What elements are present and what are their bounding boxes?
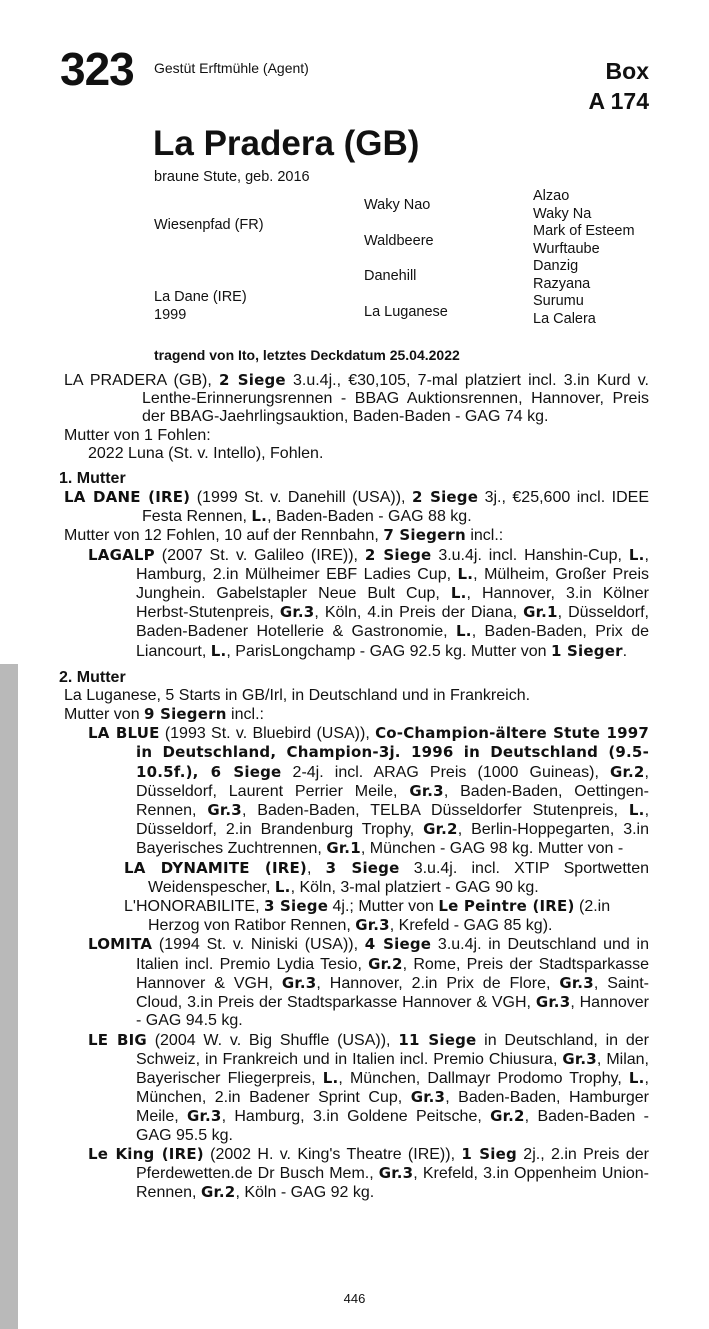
pedigree-ggp: Waky Na: [533, 205, 592, 222]
group-badge: Gr.3: [281, 973, 317, 992]
text: , Hannover - GAG 94.5 kg.: [136, 994, 650, 1030]
offspring-honorabilite: [124, 897, 649, 935]
pedigree-ggp: La Calera: [533, 310, 596, 327]
offspring-le-king: [88, 1145, 649, 1203]
box-number: A 174: [588, 88, 649, 114]
offspring-la-blue: [88, 724, 649, 858]
offspring-la-dynamite: [124, 859, 649, 897]
wins: 11 Siege: [398, 1030, 477, 1049]
text: 3j., €25,600 incl. IDEE Festa Rennen,: [142, 489, 649, 526]
text: (1994 St. v. Niniski (USA)),: [152, 936, 365, 954]
text: ,: [306, 859, 326, 877]
text: incl.:: [465, 527, 504, 545]
text: (1993 St. v. Bluebird (USA)),: [159, 725, 376, 743]
first-dam-name: LA DANE (IRE): [64, 488, 191, 507]
catalogue-body: [59, 371, 650, 1202]
text: , Baden-Baden, Prix de Liancourt,: [136, 623, 650, 660]
text: (2007 St. v. Galileo (IRE)),: [154, 546, 365, 564]
text: , Baden-Baden, TELBA Düsseldorfer Stutenpreis,: [241, 802, 629, 820]
group-badge: Gr.2: [490, 1107, 525, 1126]
text: , Mülheim, Großer Preis Junghein. Gabelstapler Neue Bult Cup,: [136, 565, 650, 603]
text: , Milan, Bayerischer Fliegerpreis,: [136, 1050, 649, 1087]
text: , Düsseldorf, 2.in Brandenburg Trophy,: [136, 802, 650, 839]
winners-count: 1 Sieger: [550, 641, 623, 660]
offspring-lomita: [88, 935, 649, 1030]
text: , Köln, 3-mal platziert - GAG 90 kg.: [290, 878, 539, 896]
text: , Baden-Baden, Hamburger Meile,: [136, 1089, 649, 1126]
offspring-name: LA DYNAMITE (IRE): [124, 858, 307, 877]
text: 3.u.4j. incl. XTIP Sportwetten Weidenspescher,: [148, 859, 649, 896]
offspring-name: LOMITA: [88, 935, 153, 954]
group-badge: Gr.3: [355, 916, 390, 935]
text: , Köln - GAG 92 kg.: [235, 1184, 375, 1202]
text: , Hannover, 2.in Prix de Flore,: [316, 974, 560, 992]
page-side-tab: [0, 664, 18, 1329]
group-badge: Gr.3: [409, 781, 444, 800]
listed-badge: L.: [210, 641, 227, 660]
pedigree-dam-name: La Dane (IRE): [154, 289, 247, 305]
text: .: [622, 642, 628, 660]
pedigree-ggp: Wurftaube: [533, 240, 600, 257]
wins: 3 Siege: [325, 858, 400, 877]
text: Mutter von: [64, 706, 145, 724]
group-badge: Gr.3: [562, 1049, 597, 1068]
wins: 2 Siege: [364, 545, 432, 564]
listed-badge: L.: [450, 584, 467, 603]
text: (2002 H. v. King's Theatre (IRE)),: [203, 1145, 462, 1163]
text: , Hamburg, 2.in Mülheimer EBF Ladies Cup,: [136, 546, 649, 583]
second-dam-mother-of: [64, 705, 649, 724]
text: in Deutschland, in der Schweiz, in Frankreich und in Italien incl. Premio Chiusura,: [136, 1031, 649, 1068]
text: , Hamburg, 3.in Goldene Peitsche,: [221, 1108, 491, 1126]
wins: 4 Siege: [364, 935, 432, 954]
text: , Baden-Baden, Oettingen-Rennen,: [136, 782, 650, 820]
text: (1999 St. v. Danehill (USA)),: [190, 489, 412, 507]
pedigree-grandparent: La Luganese: [364, 304, 448, 320]
group-badge: Gr.3: [559, 973, 594, 992]
listed-badge: L.: [628, 1068, 645, 1087]
offspring-name: LA BLUE: [88, 724, 160, 743]
pedigree-ggp: Razyana: [533, 275, 591, 292]
listed-badge: L.: [251, 507, 268, 526]
first-dam-mother-of: [64, 526, 649, 545]
group-badge: Gr.3: [187, 1107, 222, 1126]
offspring-lagalp: [88, 546, 649, 661]
text: incl.:: [226, 706, 264, 724]
group-badge: Gr.2: [368, 954, 403, 973]
lot-number: 323: [60, 43, 134, 95]
pedigree-grandparent: Waldbeere: [364, 233, 434, 249]
text: (2.in Herzog von Ratibor Rennen,: [148, 898, 611, 935]
pedigree-dam: [154, 289, 247, 324]
offspring-name: Le Peintre (IRE): [438, 897, 575, 916]
championship: Co-Champion-ältere Stute 1997 in Deutschland, Champion-3j. 1996 in Deutschland (9.5-10.5f.), 6 Siege: [136, 724, 649, 781]
covering-note: tragend von Ito, letztes Deckdatum 25.04.2022: [154, 347, 460, 363]
pedigree-grandparent: Danehill: [364, 268, 417, 284]
listed-badge: L.: [456, 622, 472, 641]
text: 4j.; Mutter von: [328, 898, 439, 916]
first-dam-record: [64, 488, 649, 526]
text: , Saint-Cloud, 3.in Preis der Stadtsparkasse Hannover & VGH,: [136, 974, 649, 1012]
wins: 2 Siege: [411, 488, 479, 507]
consignor: Gestüt Erftmühle (Agent): [154, 60, 309, 76]
text: , Hannover, 3.in Kölner Herbst-Stutenpreis,: [136, 585, 650, 622]
pedigree-ggp: Danzig: [533, 258, 579, 274]
produce-wins: 2 Siege: [218, 371, 286, 389]
text: , Krefeld - GAG 85 kg).: [389, 917, 553, 935]
listed-badge: L.: [628, 801, 645, 820]
pedigree-ggp: Mark of Esteem: [533, 223, 635, 239]
text: , München, Dallmayr Prodomo Trophy,: [338, 1069, 629, 1087]
wins: 3 Siege: [263, 897, 329, 916]
text: , Rome, Preis der Stadtsparkasse Hannover & VGH,: [136, 955, 649, 992]
text: 3.u.4j. in Deutschland und in Italien incl. Premio Lydia Tesio,: [136, 936, 650, 973]
text: , München - GAG 98 kg. Mutter von -: [360, 840, 624, 858]
text: Mutter von 12 Fohlen, 10 auf der Rennbahn,: [64, 527, 384, 545]
pedigree-sire: Wiesenpfad (FR): [154, 217, 264, 233]
produce-name: LA PRADERA (GB),: [64, 372, 219, 389]
offspring-name: LE BIG: [88, 1030, 147, 1049]
offspring-name: Le King (IRE): [88, 1144, 204, 1163]
text: 2j., 2.in Preis der Pferdewetten.de Dr Busch Mem.,: [136, 1145, 650, 1182]
horse-description: braune Stute, geb. 2016: [154, 169, 310, 185]
text: , Köln, 4.in Preis der Diana,: [314, 604, 524, 622]
group-badge: Gr.2: [423, 820, 458, 839]
pedigree-dam-year: 1999: [154, 306, 187, 323]
text: , Baden-Baden - GAG 88 kg.: [267, 508, 472, 526]
group-badge: Gr.3: [410, 1088, 446, 1107]
horse-name: La Pradera (GB): [153, 124, 420, 163]
group-badge: Gr.3: [207, 801, 242, 820]
group-badge: Gr.3: [279, 603, 315, 622]
wins: 1 Sieg: [461, 1144, 517, 1163]
group-badge: Gr.1: [326, 839, 361, 858]
text: , Berlin-Hoppegarten, 3.in Bayerisches Zuchtrennen,: [136, 821, 650, 858]
produce-mother-of: Mutter von 1 Fohlen:: [64, 426, 211, 444]
produce-record: [64, 371, 649, 427]
box-label: Box: [605, 58, 649, 84]
text: , München, 2.in Badener Sprint Cup,: [136, 1069, 649, 1107]
pedigree-great-grandparents: [533, 188, 635, 328]
second-dam-title: 2. Mutter: [59, 668, 126, 686]
offspring-le-big: [88, 1031, 649, 1145]
second-dam-intro: La Luganese, 5 Starts in GB/Irl, in Deutschland und in Frankreich.: [64, 686, 531, 704]
listed-badge: L.: [457, 564, 474, 583]
group-badge: Gr.2: [200, 1183, 236, 1202]
produce-text: 3.u.4j., €30,105, 7-mal platziert incl. 3.in Kurd v. Lenthe-Erinnerungsrennen - BBAG Auktionsrennen, Hannover, Preis der BBAG-Jaehrlingsauktion, Baden-Baden - GAG 74 kg.: [142, 372, 649, 426]
pedigree-ggp: Alzao: [533, 188, 570, 204]
winners-count: 9 Siegern: [144, 705, 227, 724]
group-badge: Gr.1: [523, 603, 558, 622]
text: , Krefeld, 3.in Oppenheim Union-Rennen,: [136, 1164, 649, 1202]
text: , ParisLongchamp - GAG 92.5 kg. Mutter von: [226, 642, 551, 660]
group-badge: Gr.3: [535, 993, 571, 1012]
offspring-name: L'HONORABILITE,: [124, 898, 264, 916]
first-dam-title: 1. Mutter: [59, 470, 126, 488]
offspring-name: LAGALP: [88, 545, 155, 564]
text: , Baden-Baden - GAG 95.5 kg.: [136, 1108, 649, 1144]
page-number: 446: [343, 1291, 366, 1306]
listed-badge: L.: [628, 545, 645, 564]
text: , Düsseldorf, Baden-Badener Hotellerie & Gastronomie,: [136, 604, 650, 641]
winners-count: 7 Siegern: [383, 526, 466, 545]
listed-badge: L.: [274, 877, 291, 896]
group-badge: Gr.3: [378, 1163, 414, 1182]
text: 3.u.4j. incl. Hanshin-Cup,: [431, 546, 629, 564]
listed-badge: L.: [322, 1068, 339, 1087]
pedigree-grandparent: Waky Nao: [364, 197, 431, 213]
pedigree-ggp: Surumu: [533, 293, 584, 309]
text: 2-4j. incl. ARAG Preis (1000 Guineas),: [281, 763, 611, 781]
produce-foal: 2022 Luna (St. v. Intello), Fohlen.: [88, 444, 324, 462]
group-badge: Gr.2: [610, 762, 645, 781]
text: (2004 W. v. Big Shuffle (USA)),: [146, 1031, 399, 1049]
box-info: [588, 56, 649, 116]
text: , Düsseldorf, Laurent Perrier Meile,: [136, 763, 649, 800]
